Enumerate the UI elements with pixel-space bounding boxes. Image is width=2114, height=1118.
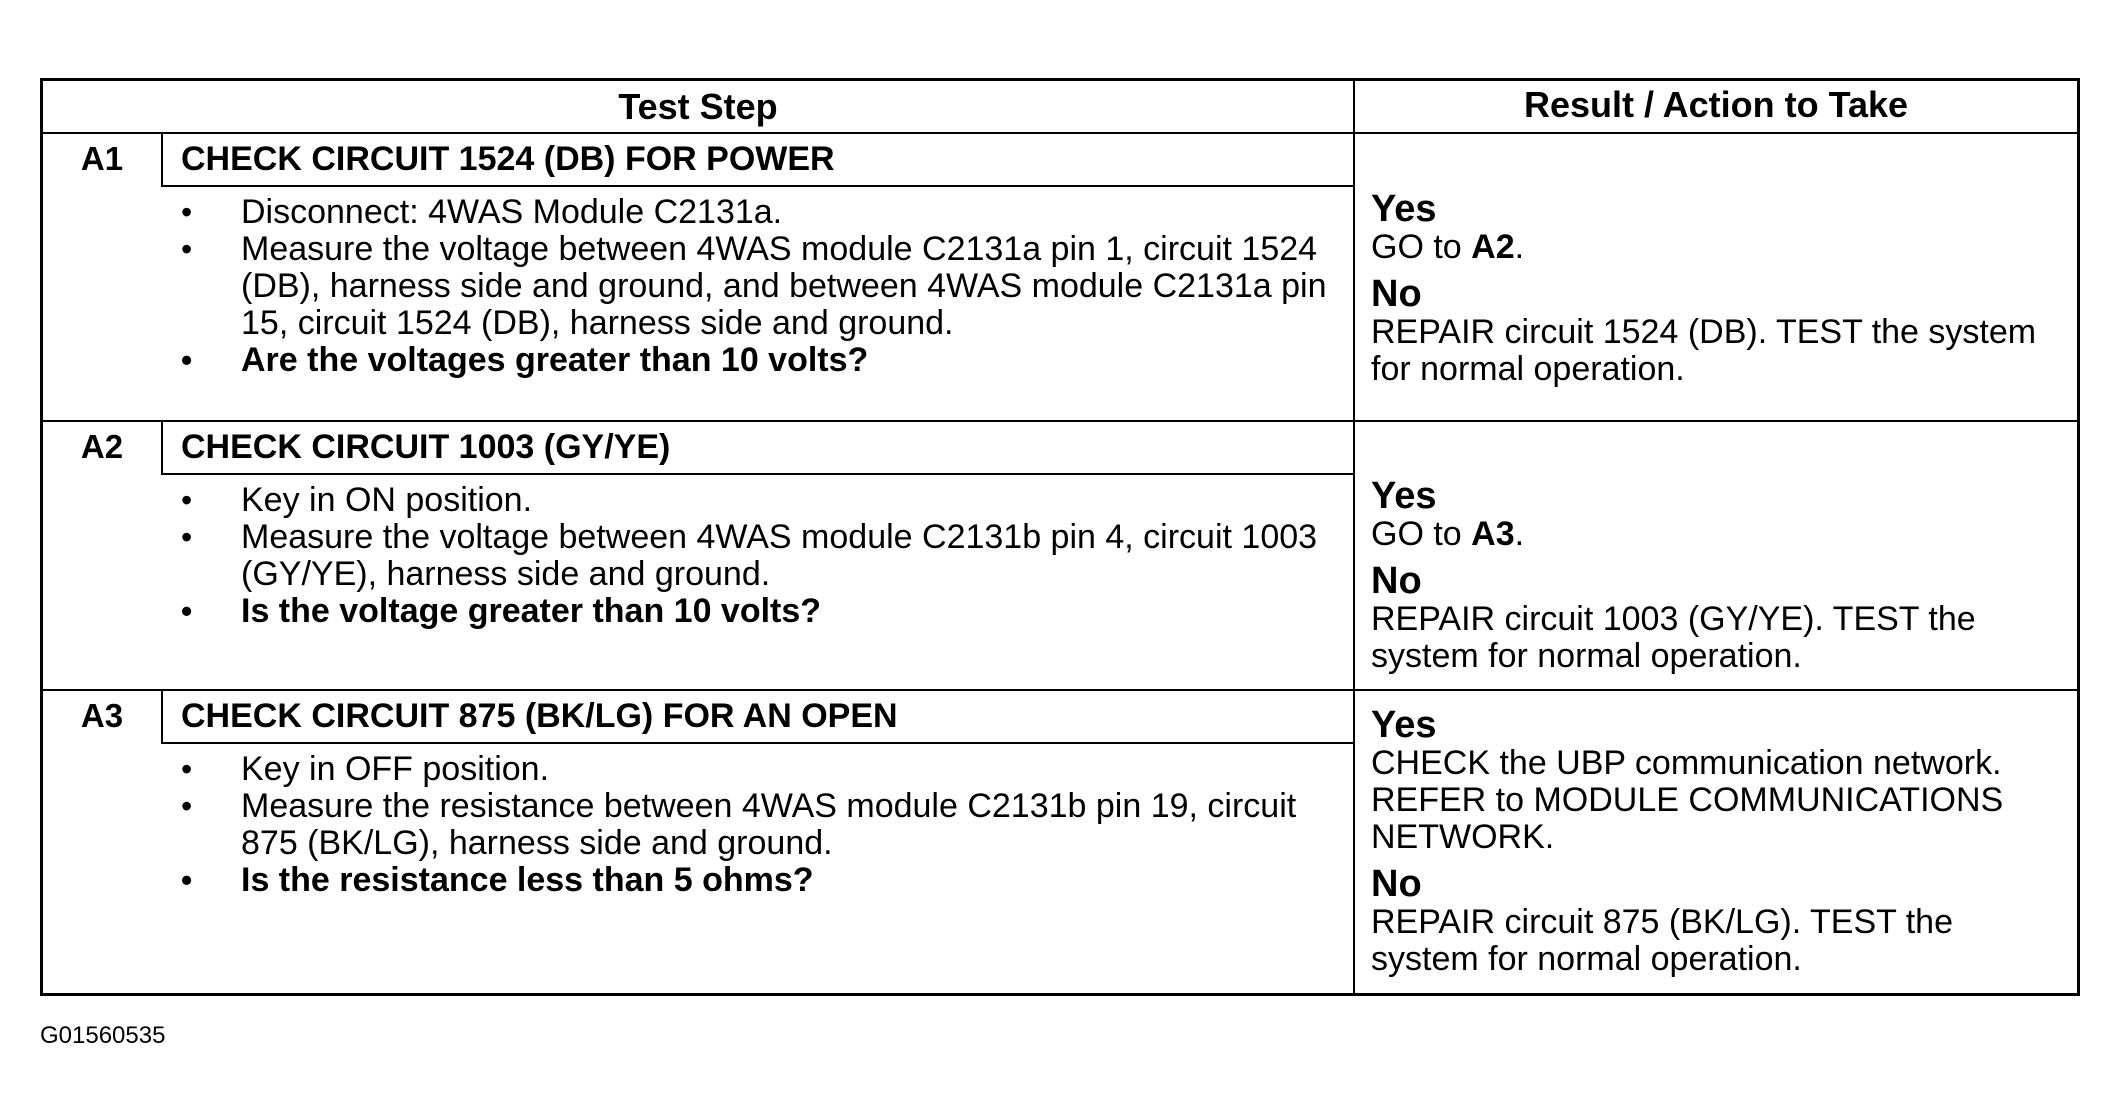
yes-action-end: . — [1514, 515, 1525, 553]
step-result — [1371, 705, 2066, 978]
yes-target-step: A2 — [1471, 228, 1515, 266]
title-divider-a1 — [161, 185, 1353, 187]
no-action: REPAIR circuit 1003 (GY/YE). TEST the system for normal operation. — [1371, 600, 1976, 675]
step-question: • Is the resistance less than 5 ohms? — [181, 862, 1341, 899]
title-divider-a2 — [161, 473, 1353, 475]
step-question: • Is the voltage greater than 10 volts? — [181, 593, 1341, 630]
instruction-item: • Key in OFF position. — [181, 751, 1341, 788]
yes-label: Yes — [1371, 704, 1437, 746]
row-divider-a2 — [43, 689, 2077, 691]
no-label: No — [1371, 863, 1422, 905]
yes-action-text: GO to — [1371, 515, 1472, 553]
step-title: CHECK CIRCUIT 1524 (DB) FOR POWER — [181, 140, 835, 178]
no-action: REPAIR circuit 875 (BK/LG). TEST the system for normal operation. — [1371, 903, 1953, 978]
instruction-item: • Key in ON position. — [181, 482, 1341, 519]
step-title: CHECK CIRCUIT 875 (BK/LG) FOR AN OPEN — [181, 697, 898, 735]
row-divider-a1 — [43, 420, 2077, 422]
yes-label: Yes — [1371, 188, 1437, 230]
diagnostic-table — [40, 78, 2080, 996]
yes-target-step: A3 — [1471, 515, 1515, 553]
instruction-item: • Disconnect: 4WAS Module C2131a. — [181, 194, 1341, 231]
step-id: A2 — [80, 428, 124, 465]
instruction-item: • Measure the voltage between 4WAS module C2131b pin 4, circuit 1003 (GY/YE), harness side and ground. — [181, 519, 1341, 593]
step-result — [1371, 476, 2066, 675]
figure-id: G01560535 — [40, 1022, 166, 1049]
column-divider — [1353, 81, 1355, 993]
step-instructions — [181, 751, 1341, 899]
yes-action-end: . — [1514, 228, 1525, 266]
step-id: A3 — [80, 697, 124, 734]
title-divider-a3 — [161, 742, 1353, 744]
step-question: • Are the voltages greater than 10 volts? — [181, 342, 1341, 379]
instruction-item: • Measure the voltage between 4WAS module C2131a pin 1, circuit 1524 (DB), harness side and ground, and between 4WAS module C2131a pin 15, circuit 1524 (DB), harness side and ground. — [181, 231, 1341, 342]
yes-action-text: GO to — [1371, 228, 1472, 266]
id-divider-a2 — [161, 420, 163, 475]
yes-action — [1371, 516, 2066, 553]
instruction-item: • Measure the resistance between 4WAS module C2131b pin 19, circuit 875 (BK/LG), harness side and ground. — [181, 788, 1341, 862]
no-label: No — [1371, 273, 1422, 315]
no-action: REPAIR circuit 1524 (DB). TEST the system for normal operation. — [1371, 313, 2037, 388]
step-title: CHECK CIRCUIT 1003 (GY/YE) — [181, 428, 671, 466]
test-step-header: Test Step — [618, 86, 778, 127]
id-divider-a3 — [161, 689, 163, 744]
step-instructions — [181, 194, 1341, 379]
header-divider — [43, 132, 2077, 134]
result-action-header: Result / Action to Take — [1523, 84, 1909, 125]
no-label: No — [1371, 560, 1422, 602]
yes-action: CHECK the UBP communication network. REFER to MODULE COMMUNICATIONS NETWORK. — [1371, 744, 2004, 856]
yes-action — [1371, 229, 2066, 266]
step-id: A1 — [80, 140, 124, 177]
id-divider-a1 — [161, 132, 163, 187]
yes-label: Yes — [1371, 475, 1437, 517]
step-result — [1371, 189, 2066, 388]
step-instructions — [181, 482, 1341, 630]
